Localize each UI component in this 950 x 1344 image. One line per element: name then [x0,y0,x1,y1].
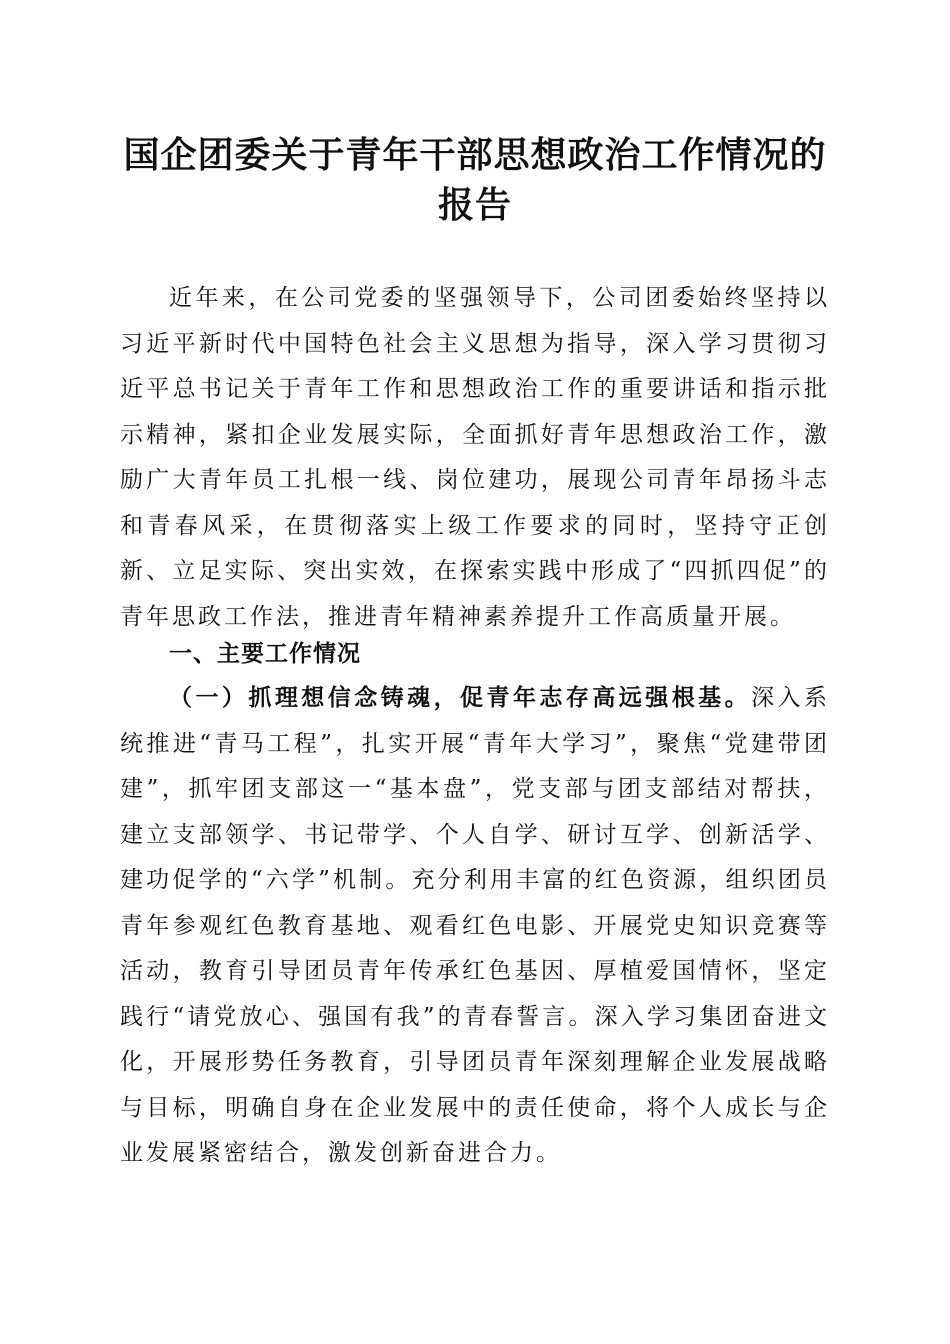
section-heading: 一、主要工作情况 [169,641,361,667]
document-title: 国企团委关于青年干部思想政治工作情况的报告 [123,134,827,226]
intro-paragraph: 近年来，在公司党委的坚强领导下，公司团委始终坚持以习近平新时代中国特色社会主义思想为指导，深入学习贯彻习近平总书记关于青年工作和思想政治工作的重要讲话和指示批示精神，紧扣企业发展实际，全面抓好青年思想政治工作，激励广大青年员工扎根一线、岗位建功，展现公司青年昂扬斗志和青春风采，在贯彻落实上级工作要求的同时，坚持守正创新、立足实际、突出实效，在探索实践中形成了“四抓四促”的青年思政工作法，推进青年精神素养提升工作高质量开展。 [120,285,830,630]
subsection-heading: （一）抓理想信念铸魂，促青年志存高远强根基。 [169,684,752,711]
subsection-body: 深入系统推进“青马工程”，扎实开展“青年大学习”，聚焦“党建带团建”，抓牢团支部这一“基本盘”，党支部与团支部结对帮扶，建立支部领学、书记带学、个人自学、研讨互学、创新活学、建功促学的“六学”机制。充分利用丰富的红色资源，组织团员青年参观红色教育基地、观看红色电影、开展党史知识竞赛等活动，教育引导团员青年传承红色基因、厚植爱国情怀，坚定践行“请党放心、强国有我”的青春誓言。深入学习集团奋进文化，开展形势任务教育，引导团员青年深刻理解企业发展战略与目标，明确自身在企业发展中的责任使命，将个人成长与企业发展紧密结合，激发创新奋进合力。 [120,685,831,1166]
subsection-paragraph [120,675,830,1177]
